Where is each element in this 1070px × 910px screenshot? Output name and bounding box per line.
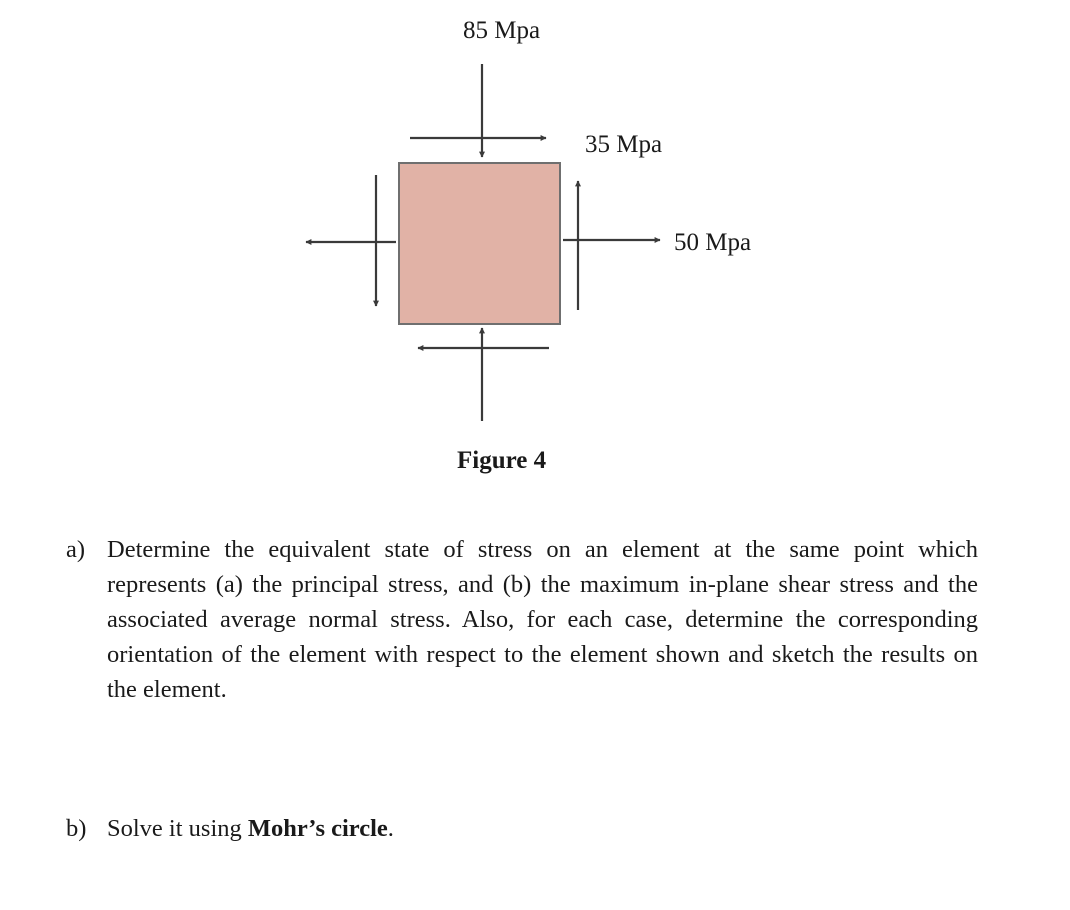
label-shear-stress: 35 Mpa [585,131,663,158]
figure-caption: Figure 4 [457,447,547,474]
stress-element-square [399,163,560,324]
question-a-marker: a) [66,536,86,563]
question-b-prefix: Solve it using [107,815,248,842]
question-b-suffix: . [387,815,394,842]
label-right-normal-stress: 50 Mpa [674,229,752,256]
question-b-text [107,811,978,846]
question-a-text: Determine the equivalent state of stress on an element at the same point which represents (a) the principal stress, and (b) the maximum in-plane shear stress and the associated average normal stress. Also, for each case, determine the corresponding orientation of the element with respect to the element shown and sketch the results on the element. [107,536,978,703]
question-b [66,811,978,846]
question-b-marker: b) [66,815,87,842]
question-b-emphasis: Mohr’s circle [247,815,388,842]
label-top-normal-stress: 85 Mpa [463,17,541,44]
question-a [66,532,978,707]
